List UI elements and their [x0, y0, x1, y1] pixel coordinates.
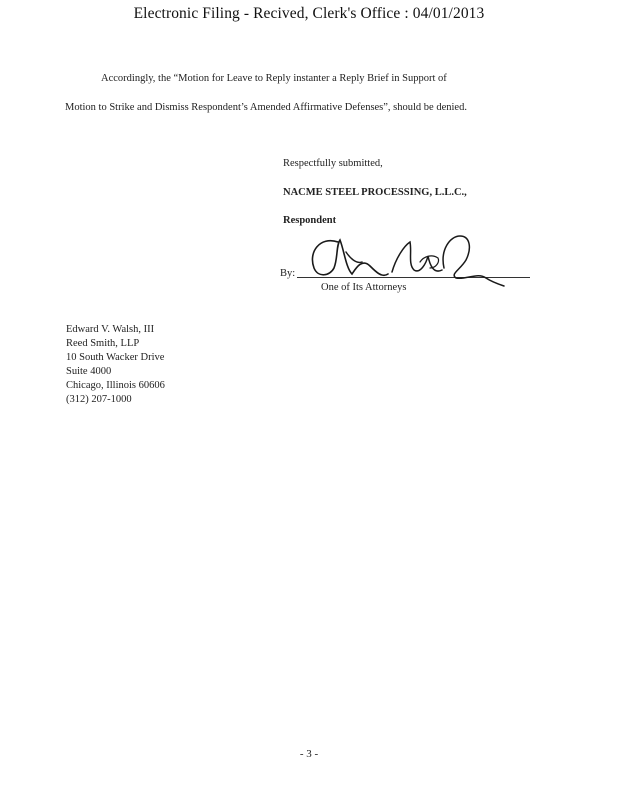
- attorney-address-block: [66, 323, 165, 407]
- attorneys-caption: One of Its Attorneys: [321, 282, 407, 293]
- company-name: NACME STEEL PROCESSING, L.L.C.,: [283, 187, 467, 198]
- page-number: - 3 -: [299, 748, 319, 760]
- by-label: By:: [280, 268, 296, 279]
- address-line: Reed Smith, LLP: [66, 338, 140, 349]
- address-line: (312) 207-1000: [66, 394, 132, 405]
- address-line: Suite 4000: [66, 366, 112, 377]
- address-line: Edward V. Walsh, III: [66, 324, 155, 335]
- handwritten-signature: [300, 228, 510, 288]
- filing-header: Electronic Filing - Recived, Clerk's Office : 04/01/2013: [133, 5, 485, 22]
- body-text-line-1: Accordingly, the “Motion for Leave to Reply instanter a Reply Brief in Support of: [101, 73, 447, 84]
- address-line: Chicago, Illinois 60606: [66, 380, 165, 391]
- address-line: 10 South Wacker Drive: [66, 352, 165, 363]
- body-text-line-2: Motion to Strike and Dismiss Respondent’s Amended Affirmative Defenses”, should be denied.: [65, 102, 467, 113]
- closing-text: Respectfully submitted,: [283, 158, 383, 169]
- party-role: Respondent: [283, 215, 337, 226]
